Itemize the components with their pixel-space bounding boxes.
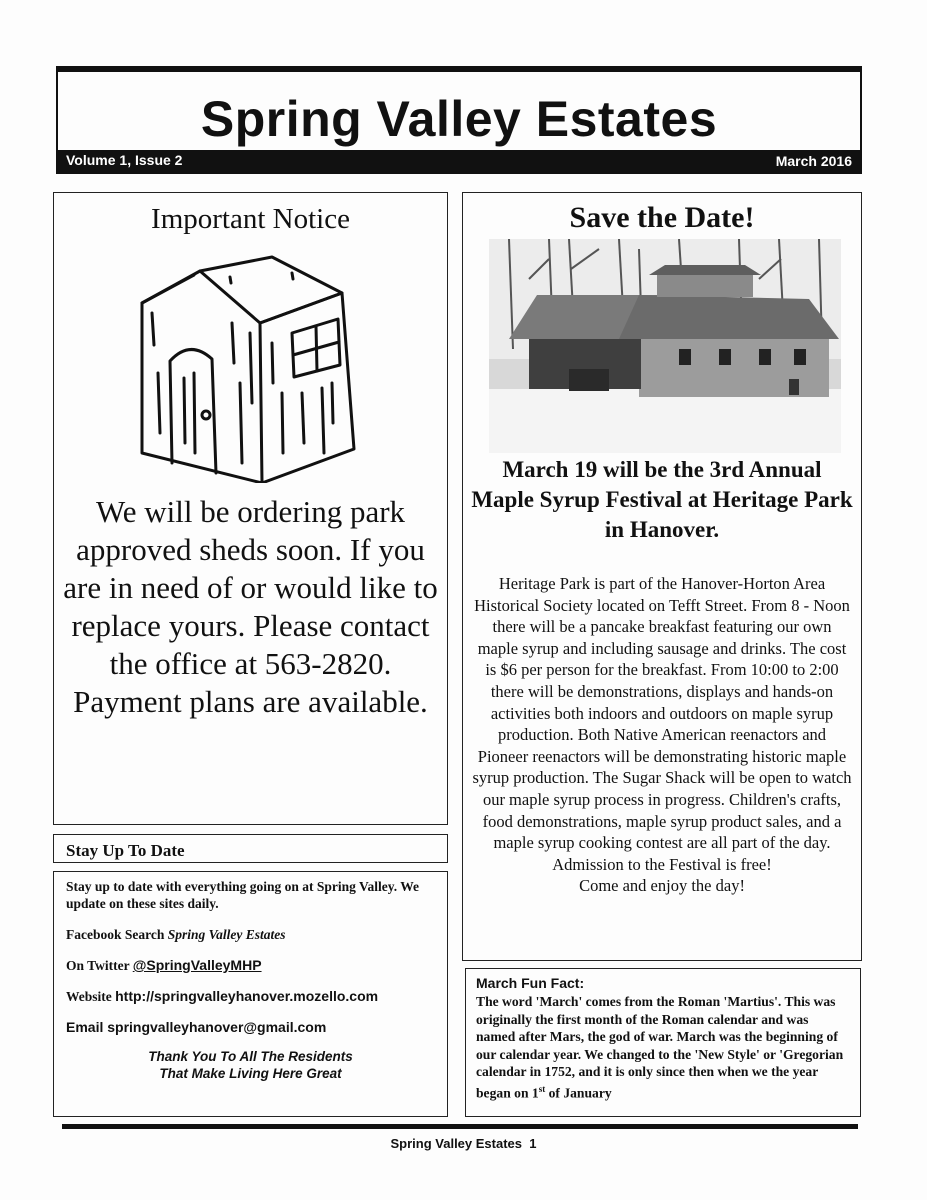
festival-headline: March 19 will be the 3rd Annual Maple Syrup Festival at Heritage Park in Hanover. — [471, 457, 853, 542]
fun-fact-body: The word 'March' comes from the Roman 'Martius'. This was originally the first month of the Roman calendar and was named after Mars, the god of war. March was the beginning of our calendar year. We changed to the 'New Style' or 'Gregorian calendar in 1752, and it is only since then when we the year began on 1 — [476, 994, 844, 1101]
thanks-line-1: Thank You To All The Residents — [148, 1049, 353, 1064]
fun-fact-tail: of January — [545, 1085, 612, 1101]
facebook-label: Facebook Search — [66, 927, 168, 942]
newsletter-title: Spring Valley Estates — [200, 91, 718, 147]
page-number: 1 — [529, 1136, 537, 1151]
website-label: Website — [66, 989, 116, 1004]
twitter-link[interactable]: @SpringValleyMHP — [132, 957, 262, 973]
festival-description: Heritage Park is part of the Hanover-Horton Area Historical Society located on Tefft Street. From 8 - Noon there will be a pancake breakfast featuring our own maple syrup and including sausage and drinks. The cost is $6 per person for the breakfast. From 10:00 to 2:00 there will be demonstrations, displays and hands-on activities both indoors and outdoors on maple syrup production. Both Native American reenactors and Pioneer reenactors will be demonstrating historic maple syrup production. The Sugar Shack will be open to watch our maple syrup process in progress. Children's crafts, food demonstrations, maple syrup product sales, and a maple syrup cooking contest are all part of the day. — [472, 574, 852, 853]
masthead — [56, 66, 862, 174]
twitter-label: On Twitter — [66, 958, 133, 973]
page-footer — [0, 1136, 927, 1151]
issue-bar — [58, 150, 860, 172]
email-line[interactable]: Email springvalleyhanover@gmail.com — [66, 1019, 327, 1035]
save-date-title: Save the Date! — [569, 201, 755, 234]
stay-heading: Stay Up To Date — [66, 841, 185, 860]
website-line — [66, 988, 435, 1005]
festival-details — [471, 573, 853, 897]
sugar-shack-photo — [489, 239, 841, 453]
notice-text: We will be ordering park approved sheds soon. If you are in need of or would like to replace yours. Please contact the office at 563-2820. Payment plans are available. — [63, 494, 438, 719]
stay-header-box — [53, 834, 448, 863]
volume-issue: Volume 1, Issue 2 — [66, 152, 183, 168]
thanks-note — [66, 1048, 435, 1082]
save-date-box — [462, 192, 862, 961]
footer-rule — [62, 1124, 858, 1129]
fun-fact-text — [466, 991, 860, 1104]
facebook-search[interactable]: Spring Valley Estates — [167, 927, 286, 942]
twitter-line — [66, 957, 435, 974]
stay-intro: Stay up to date with everything going on at Spring Valley. We update on these sites daily. — [66, 879, 420, 911]
stay-box — [53, 871, 448, 1117]
festival-admission: Admission to the Festival is free! — [552, 854, 772, 874]
notice-box — [53, 192, 448, 825]
festival-closing: Come and enjoy the day! — [579, 876, 745, 896]
footer-title: Spring Valley Estates — [390, 1136, 523, 1151]
fun-fact-box — [465, 968, 861, 1117]
fun-fact-sup: st — [538, 1083, 546, 1094]
facebook-line — [66, 926, 435, 943]
thanks-line-2: That Make Living Here Great — [159, 1066, 342, 1081]
issue-date: March 2016 — [775, 153, 852, 169]
notice-title: Important Notice — [151, 203, 350, 235]
fun-fact-heading: March Fun Fact: — [476, 975, 585, 991]
stay-body — [54, 872, 447, 1088]
shed-icon — [132, 253, 372, 483]
website-link[interactable]: http://springvalleyhanover.mozello.com — [115, 988, 379, 1004]
